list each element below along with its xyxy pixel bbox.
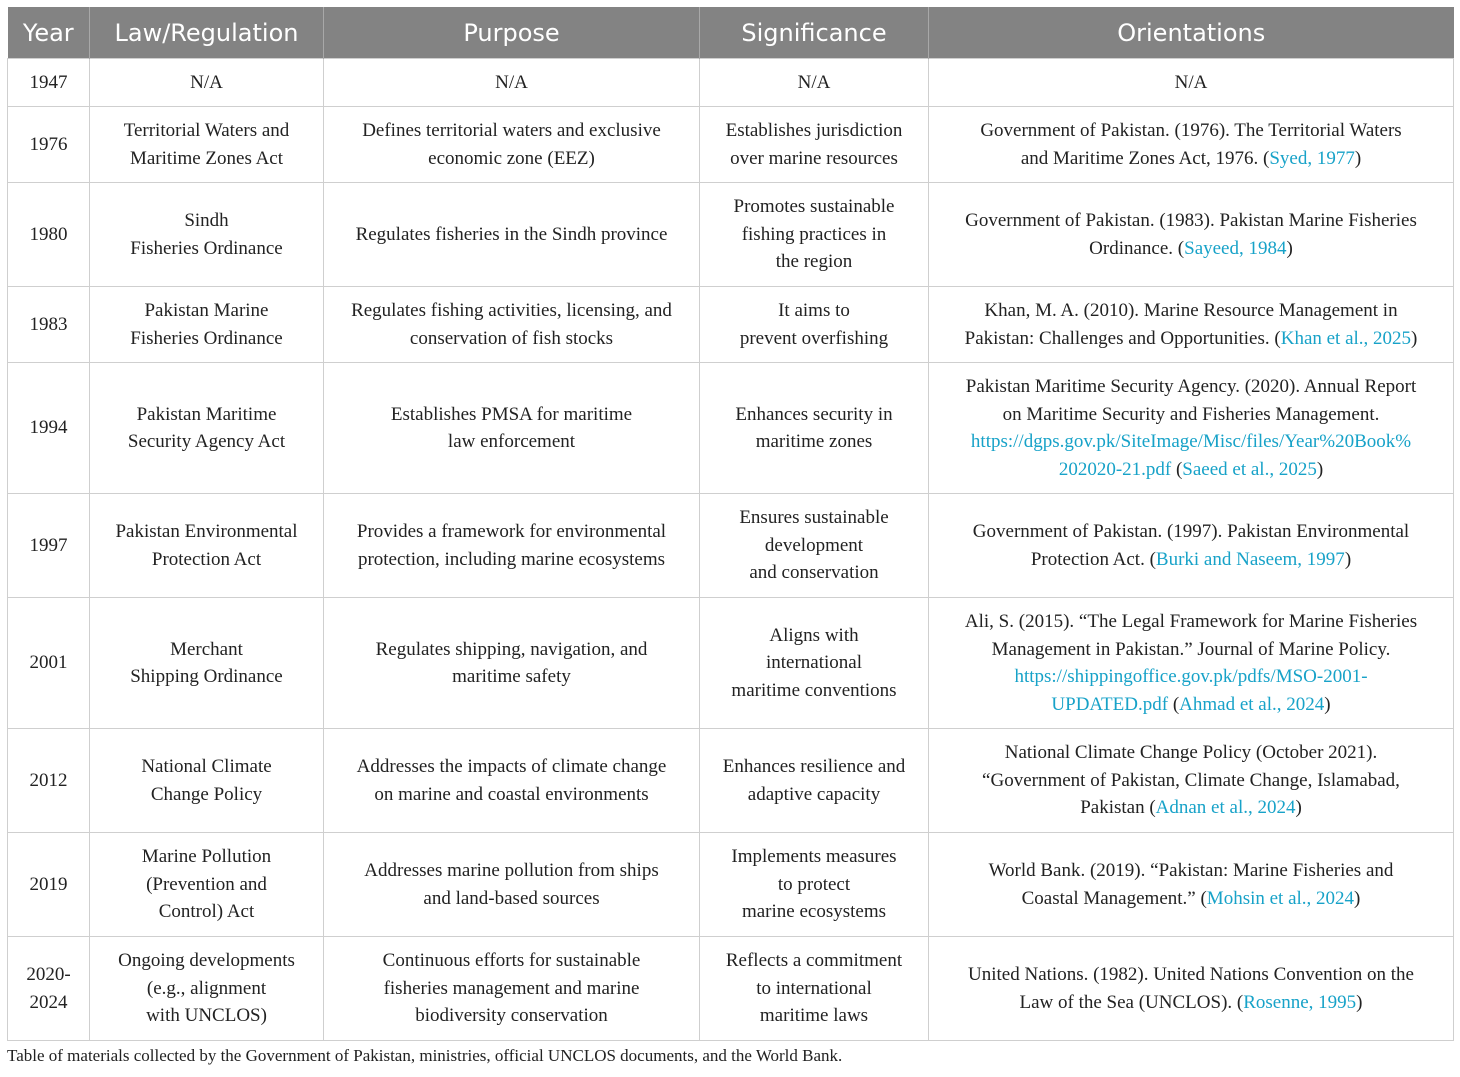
cell-year: 1947 — [8, 59, 90, 107]
cell-purpose: N/A — [324, 59, 700, 107]
cell-year: 2001 — [8, 598, 90, 729]
citation-link[interactable]: Sayeed, 1984 — [1184, 237, 1287, 259]
cell-year: 2020- 2024 — [8, 937, 90, 1041]
table-row — [8, 287, 1454, 363]
citation-link[interactable]: Syed, 1977 — [1269, 147, 1355, 169]
citation-link[interactable]: Saeed et al., 2025 — [1182, 458, 1317, 480]
cell-significance: Aligns with international maritime conventions — [700, 598, 929, 729]
table-row — [8, 598, 1454, 729]
cell-law-regulation: Ongoing developments (e.g., alignment with UNCLOS) — [90, 937, 324, 1041]
header-year: Year — [8, 7, 90, 59]
orientation-punct: ) — [1286, 237, 1293, 259]
table-row — [8, 183, 1454, 287]
table-wrapper — [7, 7, 1453, 1041]
orientation-punct: ) — [1411, 327, 1418, 349]
citation-link[interactable]: Ahmad et al., 2024 — [1179, 693, 1325, 715]
cell-year: 1980 — [8, 183, 90, 287]
cell-purpose: Continuous efforts for sustainable fisheries management and marine biodiversity conservation — [324, 937, 700, 1041]
table-row — [8, 363, 1454, 494]
orientation-punct: ) — [1324, 693, 1331, 715]
orientation-punct: ) — [1354, 887, 1361, 909]
orientation-url-link[interactable]: https://shippingoffice.gov.pk/pdfs/MSO-2001- UPDATED.pdf — [1014, 666, 1368, 715]
orientation-text: Khan, M. A. (2010). Marine Resource Management in Pakistan: Challenges and Opportunities. ( — [964, 300, 1398, 349]
citation-link[interactable]: Mohsin et al., 2024 — [1206, 887, 1355, 909]
orientation-text: Government of Pakistan. (1976). The Territorial Waters and Maritime Zones Act, 1976. ( — [980, 120, 1402, 169]
cell-orientation — [929, 494, 1454, 598]
cell-law-regulation: Pakistan Environmental Protection Act — [90, 494, 324, 598]
cell-law-regulation: Territorial Waters and Maritime Zones Act — [90, 107, 324, 183]
cell-purpose: Addresses the impacts of climate change on marine and coastal environments — [324, 729, 700, 833]
cell-law-regulation: Pakistan Maritime Security Agency Act — [90, 363, 324, 494]
orientation-text: World Bank. (2019). “Pakistan: Marine Fisheries and Coastal Management.” ( — [988, 860, 1394, 909]
cell-law-regulation: Pakistan Marine Fisheries Ordinance — [90, 287, 324, 363]
cell-purpose: Defines territorial waters and exclusive economic zone (EEZ) — [324, 107, 700, 183]
orientation-punct: ) — [1354, 147, 1362, 169]
orientation-punct: ) — [1356, 991, 1363, 1013]
cell-purpose: Provides a framework for environmental protection, including marine ecosystems — [324, 494, 700, 598]
orientation-punct: ) — [1344, 548, 1352, 570]
cell-orientation — [929, 937, 1454, 1041]
cell-law-regulation: National Climate Change Policy — [90, 729, 324, 833]
header-purpose: Purpose — [324, 7, 700, 59]
cell-orientation — [929, 183, 1454, 287]
orientation-url-link[interactable]: https://dgps.gov.pk/SiteImage/Misc/files/Year%20Book% 202020-21.pdf — [970, 431, 1412, 480]
table-row — [8, 833, 1454, 937]
table-row — [8, 729, 1454, 833]
cell-orientation — [929, 598, 1454, 729]
orientation-text: Ali, S. (2015). “The Legal Framework for Marine Fisheries Management in Pakistan.” Journal of Marine Policy. — [964, 611, 1418, 660]
cell-purpose: Regulates fisheries in the Sindh province — [324, 183, 700, 287]
header-significance: Significance — [700, 7, 929, 59]
cell-significance: N/A — [700, 59, 929, 107]
cell-orientation — [929, 287, 1454, 363]
cell-law-regulation: N/A — [90, 59, 324, 107]
orientation-text: Government of Pakistan. (1997). Pakistan Environmental Protection Act. ( — [972, 521, 1410, 570]
legal-framework-table — [7, 7, 1454, 1041]
cell-orientation — [929, 833, 1454, 937]
cell-year: 2012 — [8, 729, 90, 833]
table-row — [8, 107, 1454, 183]
citation-link[interactable]: Rosenne, 1995 — [1243, 991, 1357, 1013]
table-row — [8, 59, 1454, 107]
orientation-punct: ( — [1168, 693, 1180, 715]
orientation-punct: ( — [1171, 458, 1183, 480]
cell-law-regulation: Merchant Shipping Ordinance — [90, 598, 324, 729]
citation-link[interactable]: Adnan et al., 2024 — [1155, 797, 1296, 819]
cell-year: 1976 — [8, 107, 90, 183]
cell-year: 1994 — [8, 363, 90, 494]
citation-link[interactable]: Burki and Naseem, 1997 — [1155, 548, 1345, 570]
cell-year: 1997 — [8, 494, 90, 598]
cell-significance: Reflects a commitment to international maritime laws — [700, 937, 929, 1041]
cell-orientation — [929, 59, 1454, 107]
header-orientations: Orientations — [929, 7, 1454, 59]
cell-purpose: Addresses marine pollution from ships and land-based sources — [324, 833, 700, 937]
citation-link[interactable]: Khan et al., 2025 — [1280, 327, 1412, 349]
cell-significance: Ensures sustainable development and conservation — [700, 494, 929, 598]
orientation-punct: ) — [1295, 797, 1302, 819]
table-row — [8, 494, 1454, 598]
cell-purpose: Regulates fishing activities, licensing, and conservation of fish stocks — [324, 287, 700, 363]
cell-orientation — [929, 363, 1454, 494]
cell-purpose: Regulates shipping, navigation, and maritime safety — [324, 598, 700, 729]
cell-law-regulation: Sindh Fisheries Ordinance — [90, 183, 324, 287]
cell-orientation — [929, 107, 1454, 183]
cell-year: 1983 — [8, 287, 90, 363]
cell-orientation — [929, 729, 1454, 833]
cell-significance: Implements measures to protect marine ecosystems — [700, 833, 929, 937]
cell-significance: Enhances security in maritime zones — [700, 363, 929, 494]
orientation-punct: ) — [1316, 458, 1324, 480]
cell-significance: It aims to prevent overfishing — [700, 287, 929, 363]
cell-significance: Establishes jurisdiction over marine resources — [700, 107, 929, 183]
cell-law-regulation: Marine Pollution (Prevention and Control) Act — [90, 833, 324, 937]
orientation-text: Pakistan Maritime Security Agency. (2020). Annual Report on Maritime Security and Fisheries Management. — [965, 376, 1417, 425]
orientation-text: United Nations. (1982). United Nations Convention on the Law of the Sea (UNCLOS). ( — [968, 964, 1414, 1013]
header-law-regulation: Law/Regulation — [90, 7, 324, 59]
cell-year: 2019 — [8, 833, 90, 937]
orientation-text: N/A — [1174, 71, 1208, 93]
table-row — [8, 937, 1454, 1041]
table-caption: Table of materials collected by the Government of Pakistan, ministries, official UNCLOS documents, and the World Bank. — [7, 1046, 843, 1065]
orientation-text: Government of Pakistan. (1983). Pakistan Marine Fisheries Ordinance. ( — [965, 210, 1417, 259]
cell-significance: Enhances resilience and adaptive capacity — [700, 729, 929, 833]
table-header-row — [8, 7, 1454, 59]
cell-purpose: Establishes PMSA for maritime law enforcement — [324, 363, 700, 494]
cell-significance: Promotes sustainable fishing practices in the region — [700, 183, 929, 287]
orientation-text: National Climate Change Policy (October 2021). “Government of Pakistan, Climate Change, Islamabad, Pakistan ( — [982, 742, 1400, 819]
